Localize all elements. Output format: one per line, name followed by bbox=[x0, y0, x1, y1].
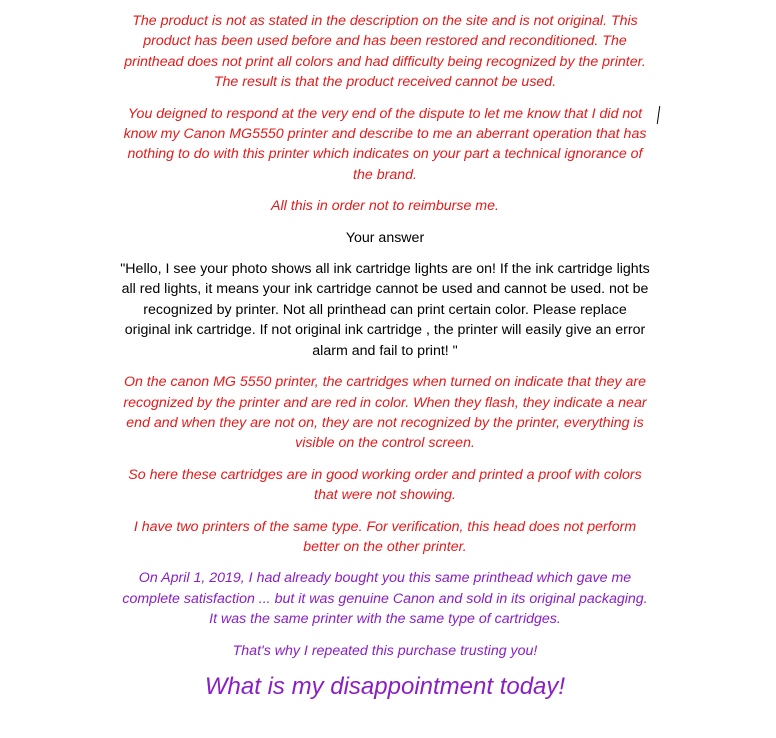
verification-paragraph bbox=[100, 517, 670, 558]
text-line: recognized by printer. Not all printhead can print certain color. Please replace bbox=[143, 301, 627, 318]
text-line: know my Canon MG5550 printer and describe to me an aberrant operation that has bbox=[123, 126, 647, 143]
text-line: that were not showing. bbox=[314, 487, 456, 504]
text-line: all red lights, it means your ink cartridge cannot be used and cannot be used. not be bbox=[121, 281, 649, 298]
disappointment-heading bbox=[100, 672, 670, 702]
text-line: printhead does not print all colors and had difficulty being recognized by the printer. bbox=[124, 53, 646, 70]
text-line: nothing to do with this printer which indicates on your part a technical ignorance of bbox=[127, 146, 643, 163]
cartridge-explanation-paragraph bbox=[100, 372, 670, 454]
text-line: alarm and fail to print! " bbox=[312, 342, 458, 359]
seller-answer-quote bbox=[100, 259, 670, 361]
text-line: I have two printers of the same type. For verification, this head does not perform bbox=[133, 518, 637, 535]
text-line: "Hello, I see your photo shows all ink cartridge lights are on! If the ink cartridge lights bbox=[120, 261, 650, 278]
text-line: All this in order not to reimburse me. bbox=[271, 198, 499, 215]
text-line: On the canon MG 5550 printer, the cartridges when turned on indicate that they are bbox=[123, 374, 647, 391]
text-line: The result is that the product received cannot be used. bbox=[213, 74, 557, 91]
text-line: On April 1, 2019, I had already bought you this same printhead which gave me bbox=[138, 570, 632, 587]
reimburse-paragraph bbox=[100, 196, 670, 216]
letter-document bbox=[100, 11, 670, 713]
text-line: product has been used before and has been restored and reconditioned. The bbox=[143, 33, 627, 50]
text-line: the brand. bbox=[353, 166, 417, 183]
text-line: better on the other printer. bbox=[303, 538, 467, 555]
text-line: That's why I repeated this purchase trusting you! bbox=[232, 642, 538, 659]
text-line: recognized by the printer and are red in color. When they flash, they indicate a near bbox=[123, 394, 647, 411]
trust-paragraph bbox=[100, 641, 670, 661]
working-order-paragraph bbox=[100, 465, 670, 506]
answer-heading bbox=[100, 228, 670, 248]
text-line: Your answer bbox=[345, 229, 425, 246]
text-line: original ink cartridge. If not original ink cartridge , the printer will easily give an error bbox=[124, 322, 646, 339]
text-line: So here these cartridges are in good working order and printed a proof with colors bbox=[128, 466, 642, 483]
text-line: visible on the control screen. bbox=[295, 435, 475, 452]
previous-purchase-paragraph bbox=[100, 568, 670, 629]
text-line: complete satisfaction ... but it was genuine Canon and sold in its original packaging. bbox=[122, 590, 648, 607]
text-line: It was the same printer with the same type of cartridges. bbox=[209, 611, 561, 628]
text-line: end and when they are not on, they are not recognized by the printer, everything is bbox=[126, 414, 644, 431]
text-line: What is my disappointment today! bbox=[204, 672, 566, 700]
text-line: You deigned to respond at the very end of the dispute to let me know that I did not bbox=[127, 105, 643, 122]
dispute-paragraph bbox=[100, 104, 670, 186]
text-line: The product is not as stated in the description on the site and is not original. This bbox=[132, 13, 638, 29]
complaint-paragraph bbox=[100, 11, 670, 93]
